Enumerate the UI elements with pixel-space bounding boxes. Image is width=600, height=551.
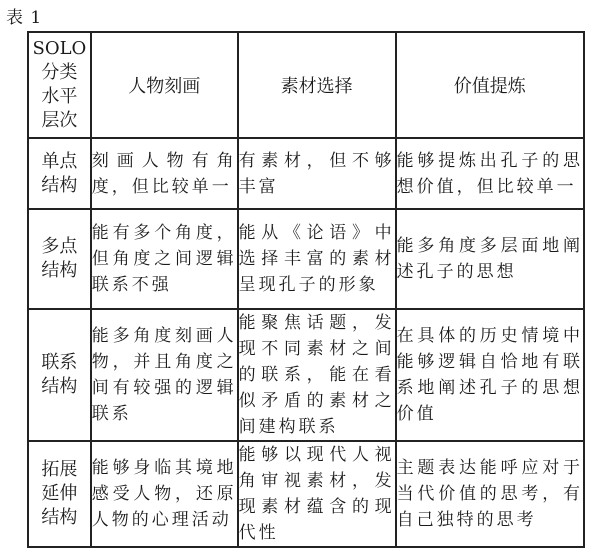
- level-line: 结构: [41, 174, 78, 196]
- table-row: [28, 209, 584, 309]
- header-level-line: 分类: [41, 62, 78, 83]
- header-material-selection: 素材选择: [238, 32, 396, 138]
- level-relational: [28, 309, 91, 441]
- header-solo-level: [28, 32, 91, 138]
- header-level-line: 层次: [41, 110, 78, 131]
- header-level-line: 水平: [41, 86, 78, 107]
- cell-material: 能聚焦话题，发现不同素材之间的联系，能在看似矛盾的素材之间建构联系: [238, 309, 396, 441]
- cell-material: 能够以现代人视角审视素材，发现素材蕴含的现代性: [238, 441, 396, 547]
- header-level-line: SOLO: [32, 38, 87, 59]
- cell-portrayal: 能多角度刻画人物，并且角度之间有较强的逻辑联系: [91, 309, 238, 441]
- header-value-refinement: 价值提炼: [396, 32, 584, 138]
- table-row: [28, 138, 584, 209]
- cell-portrayal: 刻画人物有角度，但比较单一: [91, 138, 238, 209]
- table-row: [28, 309, 584, 441]
- cell-material: 能从《论语》中选择丰富的素材呈现孔子的形象: [238, 209, 396, 309]
- level-line: 多点: [41, 236, 78, 257]
- level-unistructural: [28, 138, 91, 209]
- level-multistructural: [28, 209, 91, 309]
- cell-value: 能多角度多层面地阐述孔子的思想: [396, 209, 584, 309]
- level-line: 结构: [41, 260, 78, 281]
- table-caption: 表 1: [6, 8, 43, 28]
- level-line: 结构: [41, 376, 78, 397]
- header-character-portrayal: 人物刻画: [91, 32, 238, 138]
- level-line: 单点: [41, 150, 78, 172]
- solo-evaluation-table: [27, 31, 585, 548]
- level-extended-abstract: [28, 441, 91, 547]
- level-line: 拓展: [41, 459, 78, 480]
- cell-portrayal: 能有多个角度，但角度之间逻辑联系不强: [91, 209, 238, 309]
- cell-value: 主题表达能呼应对于当代价值的思考，有自己独特的思考: [396, 441, 584, 547]
- level-line: 联系: [41, 352, 78, 373]
- level-line: 延伸: [41, 483, 78, 504]
- table-header-row: [28, 32, 584, 138]
- cell-portrayal: 能够身临其境地感受人物，还原人物的心理活动: [91, 441, 238, 547]
- cell-material: 有素材，但不够丰富: [238, 138, 396, 209]
- level-line: 结构: [41, 507, 78, 528]
- cell-value: 在具体的历史情境中能够逻辑自恰地有联系地阐述孔子的思想价值: [396, 309, 584, 441]
- table-row: [28, 441, 584, 547]
- cell-value: 能够提炼出孔子的思想价值，但比较单一: [396, 138, 584, 209]
